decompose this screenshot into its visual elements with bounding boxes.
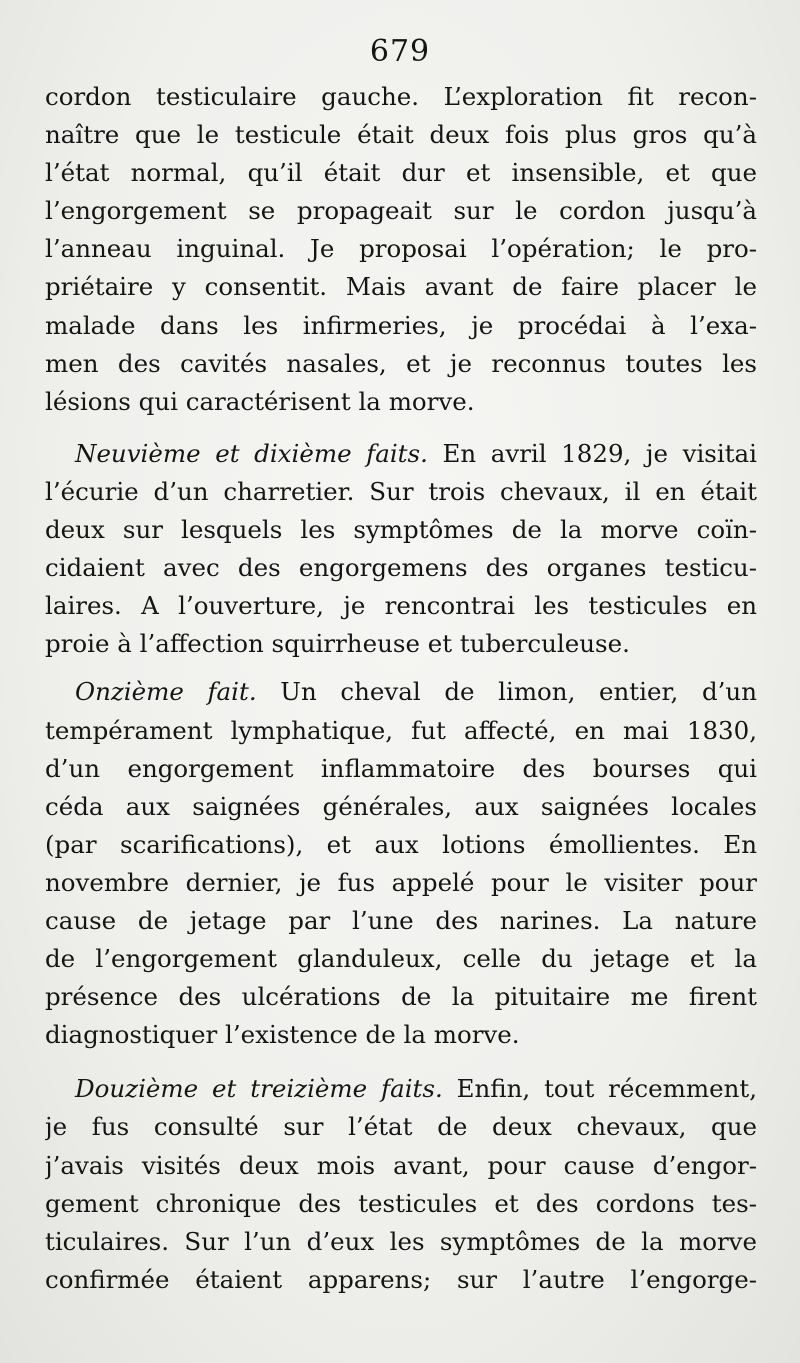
text-line: confirmée étaient apparens; sur l’autre l’engorge- [45, 1264, 757, 1294]
paragraph-4 [45, 1070, 757, 1299]
text-line: lésions qui caractérisent la morve. [45, 386, 475, 416]
text-line: présence des ulcérations de la pituitaire me firent [45, 982, 757, 1012]
paragraph-heading: Douzième et treizième faits. [75, 1074, 443, 1104]
text-segment: Enfin, tout récemment, [442, 1074, 757, 1104]
text-line: l’état normal, qu’il était dur et insensible, et que [45, 158, 757, 188]
paragraph-2 [45, 435, 757, 664]
text-line: cause de jetage par l’une des narines. La nature [45, 905, 757, 935]
paragraph-heading: Onzième fait. [75, 677, 257, 707]
text-line [45, 673, 757, 711]
text-line: j’avais visités deux mois avant, pour cause d’engor- [45, 1150, 757, 1180]
text-line: d’un engorgement inflammatoire des bourses qui [45, 753, 757, 783]
text-line [45, 435, 757, 473]
page-number: 679 [369, 34, 431, 69]
text-segment: En avril 1829, je visitai [427, 438, 757, 468]
text-line: de l’engorgement glanduleux, celle du jetage et la [45, 944, 757, 974]
body-text [45, 78, 757, 1313]
text-line: novembre dernier, je fus appelé pour le visiter pour [45, 867, 757, 897]
text-line: laires. A l’ouverture, je rencontrai les testicules en [45, 591, 757, 621]
text-line: malade dans les infirmeries, je procédai à l’exa- [45, 310, 757, 340]
text-line: deux sur lesquels les symptômes de la morve coïn- [45, 515, 757, 545]
text-line: (par scarifications), et aux lotions émollientes. En [45, 829, 757, 859]
text-line: diagnostiquer l’existence de la morve. [45, 1020, 520, 1050]
text-line: tempérament lymphatique, fut affecté, en mai 1830, [45, 715, 757, 745]
text-line: céda aux saignées générales, aux saignées locales [45, 791, 757, 821]
paragraph-heading: Neuvième et dixième faits. [75, 438, 428, 468]
text-line: l’écurie d’un charretier. Sur trois chevaux, il en était [45, 476, 757, 506]
paragraph-1 [45, 78, 757, 421]
text-line: je fus consulté sur l’état de deux chevaux, que [45, 1112, 757, 1142]
text-line [45, 1070, 757, 1108]
text-line: naître que le testicule était deux fois plus gros qu’à [45, 120, 757, 150]
paragraph-3 [45, 673, 757, 1054]
text-line: cordon testiculaire gauche. L’exploration fit recon- [45, 82, 757, 111]
text-line: men des cavités nasales, et je reconnus toutes les [45, 348, 757, 378]
text-line: l’engorgement se propageait sur le cordon jusqu’à [45, 196, 757, 226]
text-segment: Un cheval de limon, entier, d’un [256, 677, 757, 707]
text-line: cidaient avec des engorgemens des organes testicu- [45, 553, 757, 583]
text-line: ticulaires. Sur l’un d’eux les symptômes de la morve [45, 1226, 757, 1256]
text-line: proie à l’affection squirrheuse et tuberculeuse. [45, 629, 630, 659]
text-line: priétaire y consentit. Mais avant de faire placer le [45, 272, 757, 302]
text-line: gement chronique des testicules et des cordons tes- [45, 1188, 757, 1218]
text-line: l’anneau inguinal. Je proposai l’opération; le pro- [45, 234, 757, 264]
